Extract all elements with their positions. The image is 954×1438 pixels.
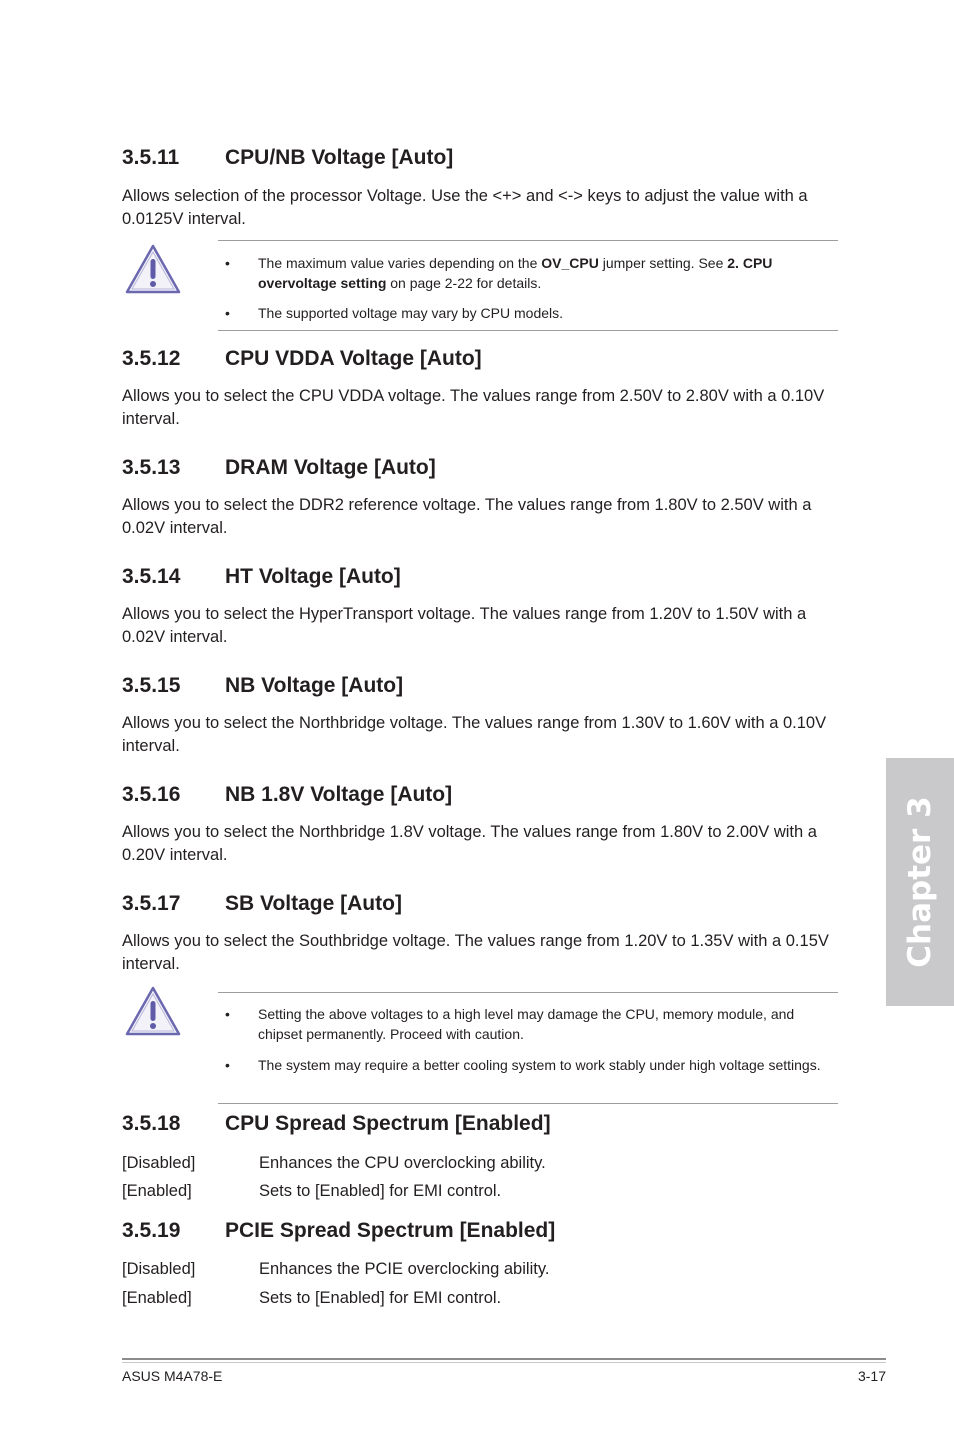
chapter-tab-label: Chapter 3 xyxy=(902,796,938,968)
section-number: 3.5.14 xyxy=(122,565,181,588)
section-body: Allows you to select the HyperTransport voltage. The values range from 1.20V to 1.50V with a 0.02V interval. xyxy=(122,605,807,646)
bullet-glyph: • xyxy=(225,255,230,271)
section-title: CPU VDDA Voltage [Auto] xyxy=(225,347,482,370)
section-number: 3.5.13 xyxy=(122,456,181,479)
section-title: PCIE Spread Spectrum [Enabled] xyxy=(225,1219,556,1242)
footer-product: ASUS M4A78-E xyxy=(122,1368,223,1384)
footer-rule xyxy=(122,1362,886,1363)
option-row xyxy=(122,1287,501,1309)
section-title: NB 1.8V Voltage [Auto] xyxy=(225,783,453,806)
option-row xyxy=(122,1258,549,1280)
section-title: NB Voltage [Auto] xyxy=(225,674,404,697)
section-number: 3.5.16 xyxy=(122,783,181,806)
section-heading xyxy=(122,1218,555,1244)
section-number: 3.5.17 xyxy=(122,892,181,915)
section-heading xyxy=(122,564,401,590)
option-desc: Sets to [Enabled] for EMI control. xyxy=(259,1182,502,1200)
note-bullet: • The maximum value varies depending on the OV_CPU jumper setting. See 2. CPU overvoltage setting on page 2-22 for details. xyxy=(225,255,773,291)
section-heading xyxy=(122,673,403,699)
bullet-glyph: • xyxy=(225,1006,230,1022)
section-body: Allows you to select the DDR2 reference voltage. The values range from 1.80V to 2.50V with a 0.02V interval. xyxy=(122,496,812,537)
section-number: 3.5.19 xyxy=(122,1219,181,1242)
note-bullet: • The supported voltage may vary by CPU models. xyxy=(225,305,564,321)
bullet-glyph: • xyxy=(225,305,230,321)
chapter-tab xyxy=(886,758,954,1006)
section-heading xyxy=(122,891,402,917)
warning-icon xyxy=(124,243,182,295)
section-body: Allows you to select the Southbridge voltage. The values range from 1.20V to 1.35V with a 0.15V interval. xyxy=(122,932,829,973)
section-title: CPU/NB Voltage [Auto] xyxy=(225,146,454,169)
section-title: CPU Spread Spectrum [Enabled] xyxy=(225,1112,551,1135)
section-number: 3.5.12 xyxy=(122,347,181,370)
section-body: Allows you to select the CPU VDDA voltage. The values range from 2.50V to 2.80V with a 0.10V interval. xyxy=(122,387,825,428)
section-heading xyxy=(122,145,453,171)
note-bullet: • The system may require a better cooling system to work stably under high voltage settings. xyxy=(225,1057,821,1073)
option-desc: Enhances the CPU overclocking ability. xyxy=(259,1154,546,1172)
section-body: Allows you to select the Northbridge 1.8V voltage. The values range from 1.80V to 2.00V with a 0.20V interval. xyxy=(122,823,817,864)
section-title: HT Voltage [Auto] xyxy=(225,565,401,588)
option-row xyxy=(122,1180,501,1202)
option-desc: Sets to [Enabled] for EMI control. xyxy=(259,1289,502,1307)
warning-note xyxy=(218,240,838,331)
option-key: [Disabled] xyxy=(122,1154,196,1172)
section-title: SB Voltage [Auto] xyxy=(225,892,402,915)
option-desc: Enhances the PCIE overclocking ability. xyxy=(259,1260,550,1278)
option-key: [Enabled] xyxy=(122,1182,192,1200)
section-heading xyxy=(122,782,452,808)
section-heading xyxy=(122,455,436,481)
section-number: 3.5.11 xyxy=(122,146,180,169)
section-number: 3.5.15 xyxy=(122,674,181,697)
footer-rule xyxy=(122,1358,886,1360)
option-row xyxy=(122,1152,546,1174)
section-title: DRAM Voltage [Auto] xyxy=(225,456,436,479)
warning-note xyxy=(218,992,838,1104)
option-key: [Enabled] xyxy=(122,1289,192,1307)
option-key: [Disabled] xyxy=(122,1260,196,1278)
note-bullet: • Setting the above voltages to a high level may damage the CPU, memory module, and chipset permanently. Proceed with caution. xyxy=(225,1006,795,1042)
bullet-glyph: • xyxy=(225,1057,230,1073)
footer-page-number: 3-17 xyxy=(857,1368,886,1384)
section-heading xyxy=(122,1111,551,1137)
section-number: 3.5.18 xyxy=(122,1112,181,1135)
section-heading xyxy=(122,346,482,372)
section-body: Allows selection of the processor Voltage. Use the <+> and <-> keys to adjust the value with a 0.0125V interval. xyxy=(122,187,808,228)
section-body: Allows you to select the Northbridge voltage. The values range from 1.30V to 1.60V with a 0.10V interval. xyxy=(122,714,827,755)
warning-icon xyxy=(124,985,182,1037)
